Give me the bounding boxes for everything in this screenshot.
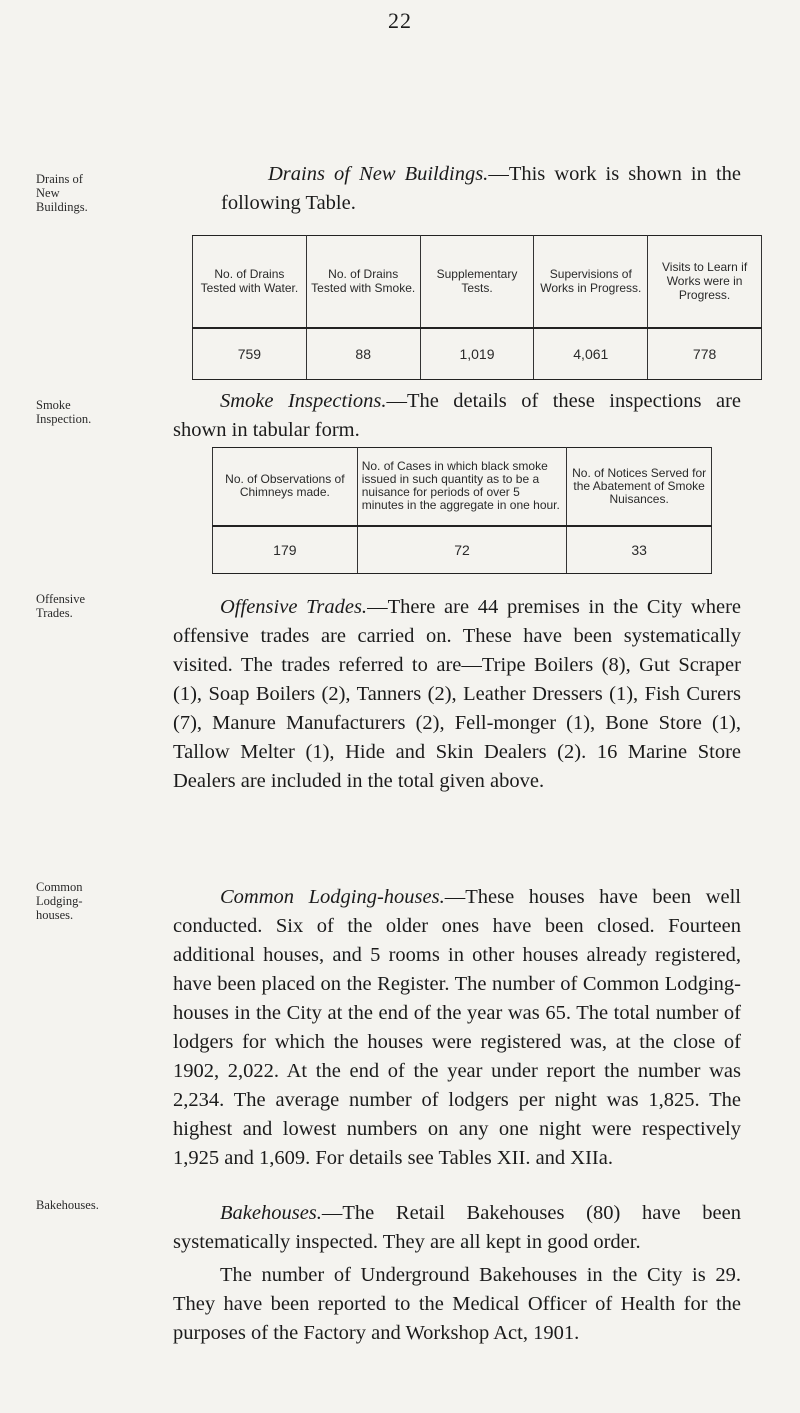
offensive-heading: Offensive Trades.	[220, 596, 368, 618]
lodging-text: —These houses have been well conducted. Six of the older ones have been closed. Fourteen additional houses, and 5 rooms in other houses already registered, have been placed on the Register. The number of Common Lodging-houses in the City at the end of the year was 65. The total number of lodgers for which the houses were registered was, at the close of 1902, 2,022. At the end of the year under report the number was 2,234. The average number of lodgers per night was 1,825. The highest and lowest numbers on any one night were respectively 1,925 and 1,609. For details see Tables XII. and XIIa.	[173, 886, 741, 1169]
smoke-value-notices: 33	[567, 526, 712, 574]
smoke-table	[212, 447, 712, 574]
margin-note-drains	[36, 172, 146, 214]
bakehouses-paragraph-2: The number of Underground Bakehouses in the City is 29. They have been reported to the Medical Officer of Health for the purposes of the Factory and Workshop Act, 1901.	[173, 1264, 741, 1344]
margin-note-line: Bakehouses.	[36, 1198, 99, 1212]
offensive-paragraph	[173, 593, 741, 796]
margin-note-smoke	[36, 398, 146, 426]
bakehouses-text: —The Retail Bakehouses (80) have been systematically inspected. They are all kept in good order.	[173, 1202, 741, 1253]
lodging-heading: Common Lodging-houses.	[220, 886, 445, 908]
smoke-paragraph	[173, 387, 741, 445]
smoke-heading: Smoke Inspections.	[220, 390, 387, 412]
drains-value-smoke: 88	[306, 328, 420, 380]
drains-section	[221, 160, 741, 218]
drains-value-water: 759	[193, 328, 307, 380]
smoke-value-cases: 72	[357, 526, 567, 574]
margin-note-line: Lodging-	[36, 894, 83, 908]
margin-note-bakehouses	[36, 1198, 146, 1212]
drains-heading: Drains of New Buildings.	[268, 163, 489, 185]
margin-note-line: Inspection.	[36, 412, 92, 426]
offensive-section	[173, 593, 741, 796]
margin-note-line: Trades.	[36, 606, 73, 620]
smoke-intro: —The details of these inspections are shown in tabular form.	[173, 390, 741, 441]
drains-header-supervisions: Supervisions of Works in Progress.	[534, 236, 648, 328]
smoke-header-notices: No. of Notices Served for the Abatement of Smoke Nuisances.	[567, 448, 712, 526]
margin-note-line: Common	[36, 880, 83, 894]
offensive-text: —There are 44 premises in the City where offensive trades are carried on. These have been systematically visited. The trades referred to are—Tripe Boilers (8), Gut Scraper (1), Soap Boilers (2), Tanners (2), Leather Dressers (1), Fish Curers (7), Manure Manufacturers (2), Fell-monger (1), Bone Store (1), Tallow Melter (1), Hide and Skin Dealers (2). 16 Marine Store Dealers are included in the total given above.	[173, 596, 741, 792]
margin-note-line: Offensive	[36, 592, 86, 606]
margin-note-offensive	[36, 592, 146, 620]
drains-header-water: No. of Drains Tested with Water.	[193, 236, 307, 328]
lodging-paragraph	[173, 883, 741, 1173]
drains-header-smoke: No. of Drains Tested with Smoke.	[306, 236, 420, 328]
drains-intro: —This work is shown in the following Table.	[221, 163, 741, 214]
drains-header-visits: Visits to Learn if Works were in Progress.	[648, 236, 762, 328]
lodging-section	[173, 883, 741, 1173]
drains-table	[192, 235, 762, 380]
margin-note-line: houses.	[36, 908, 74, 922]
drains-value-visits: 778	[648, 328, 762, 380]
bakehouses-paragraph	[173, 1199, 741, 1257]
margin-note-line: Buildings.	[36, 200, 88, 214]
smoke-header-observations: No. of Observations of Chimneys made.	[213, 448, 358, 526]
smoke-value-observations: 179	[213, 526, 358, 574]
margin-note-line: Drains of	[36, 172, 83, 186]
drains-header-supplementary: Supplementary Tests.	[420, 236, 534, 328]
margin-note-lodging	[36, 880, 146, 922]
margin-note-line: New	[36, 186, 60, 200]
drains-value-supervisions: 4,061	[534, 328, 648, 380]
page-number: 22	[388, 8, 412, 33]
drains-paragraph	[221, 160, 741, 218]
bakehouses-heading: Bakehouses.	[220, 1202, 322, 1224]
drains-value-supplementary: 1,019	[420, 328, 534, 380]
smoke-header-cases: No. of Cases in which black smoke issued in such quantity as to be a nuisance for periods of over 5 minutes in the aggregate in one hour.	[357, 448, 567, 526]
margin-note-line: Smoke	[36, 398, 71, 412]
bakehouses-section	[173, 1199, 741, 1348]
smoke-section	[173, 387, 741, 445]
